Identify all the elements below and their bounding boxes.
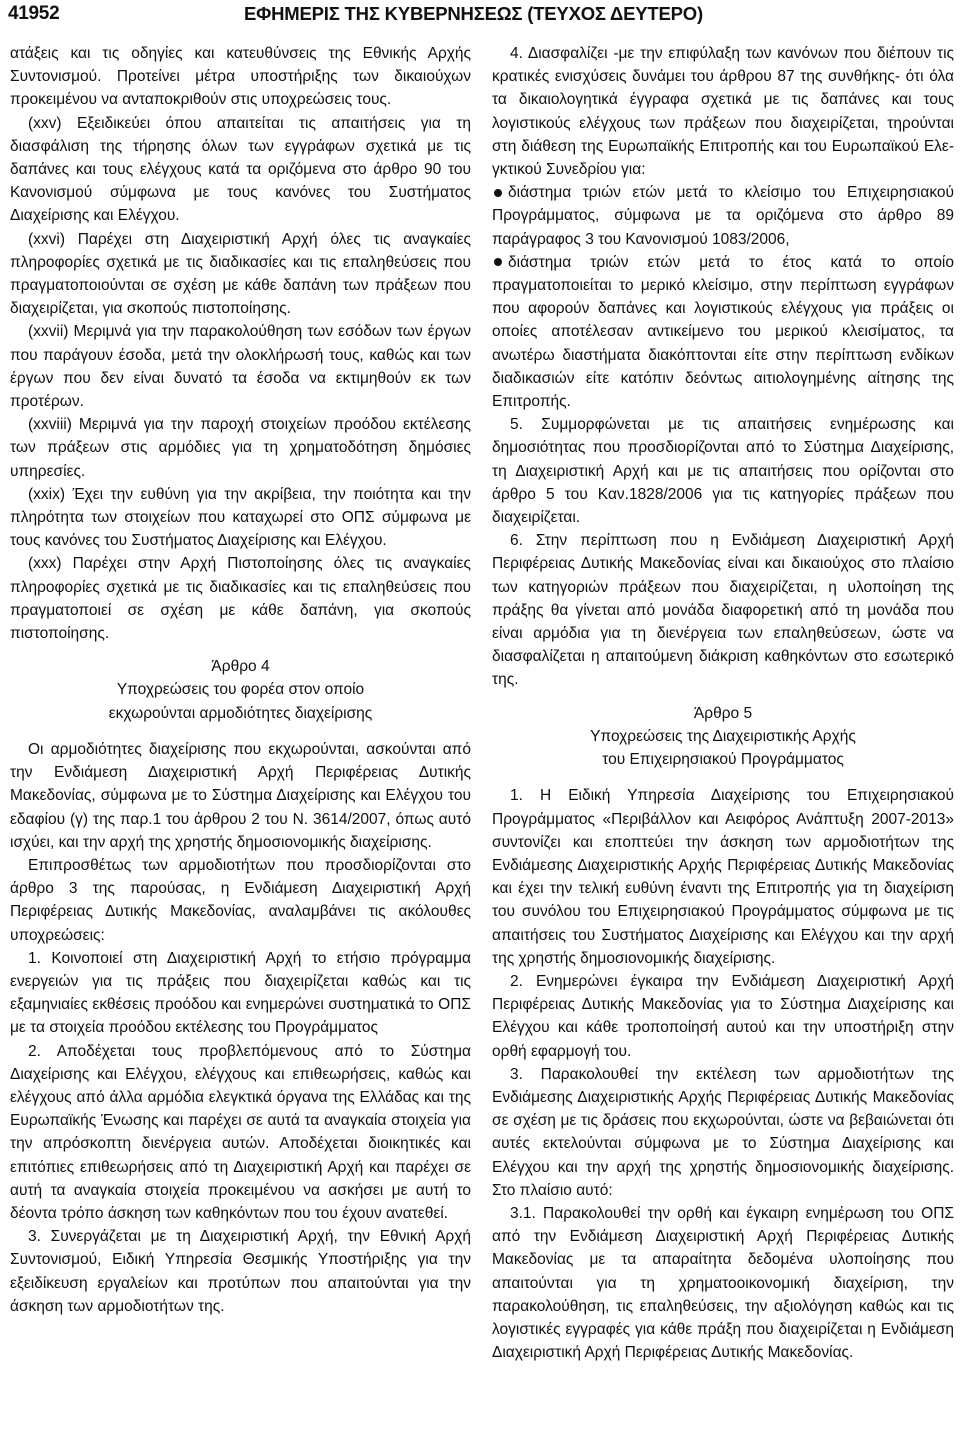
article-4-paragraph-2: Επιπροσθέτως των αρμοδιοτήτων που προσδιορίζονται στο άρθρο 3 της παρούσας, η Ενδιάμεση Διαχειριστική Αρχή Περιφέρειας Δυτικής Μακεδονίας, αναλαμβάνει τις ακόλουθες υποχρεώσεις: <box>10 856 471 944</box>
article-5-subtitle-line2: του Επιχειρησιακού Προγράμματος <box>602 751 844 769</box>
article-5-subtitle-line1: Υποχρεώσεις της Διαχειριστικής Αρχής <box>590 727 856 745</box>
article-4-item-4: 4. Διασφαλίζει -με την επιφύλαξη των κανόνων που διέπουν τις κρατικές ενισχύσεις δυνάμει του άρθρου 87 της συνθήκης- ότι όλα τα δικαιολογητικά έγγραφα σχετικά με τις δαπάνες και τους λογιστικούς ελέγχους των πράξεων που διαχειρίζεται, τηρούνται στη διάθεση της Ευρωπαϊκής Επιτροπής και του Ευρωπαϊκού Ελεγκτικού Συνεδρίου για: <box>492 45 954 179</box>
bullet-dot-icon <box>494 189 502 197</box>
paragraph-continued: ατάξεις και τις οδηγίες και κατευθύνσεις της Εθνικής Αρχής Συντονισμού. Προτείνει μέτρα υποστήριξης των δικαιούχων προκειμένου να ανταποκριθούν στις υποχρεώσεις τους. <box>10 45 471 109</box>
paragraph-xxix: (xxix) Έχει την ευθύνη για την ακρίβεια, την ποιότητα και την πληρότητα των στοιχείων που καταχωρεί στο ΟΠΣ σύμφωνα με τους κανόνες του Συστήματος Διαχείρισης και Ελέγχου. <box>10 485 471 550</box>
bullet-item-1 <box>492 181 954 251</box>
paragraph-xxvi: (xxvi) Παρέχει στη Διαχειριστική Αρχή όλες τις αναγκαίες πληροφορίες σχετικά με τις διαδικασίες και τις επαληθεύσεις που πραγματοποιούνται σε σχέση με κάθε δαπάνη των πράξεων που διαχειρίζεται, για σκοπούς πιστοποίησης. <box>10 230 471 318</box>
article-4-item-2: 2. Αποδέχεται τους προβλεπόμενους από το Σύστημα Διαχείρισης και Ελέγχου, ελέγχους και επιθεωρήσεις, καθώς και ελέγχους από άλλα αρμόδια ελεγκτικά όργανα της Ελλάδας και της Ευρωπαϊκής Ένωσης και παρέχει σε αυτά τα αναγκαία στοιχεία για την απρόσκοπτη διενέργεια αυτών. Αποδέχεται διοικητικές και επιτόπιες επιθεωρήσεις από τη Διαχειριστική Αρχή και παρέχει σε αυτή τα αναγκαία στοιχεία προκειμένου να ασκήσει με αυτή το δέοντα τρόπο άσκηση των καθηκόντων που του έχουν ανατεθεί. <box>10 1042 471 1222</box>
article-4-item-1: 1. Κοινοποιεί στη Διαχειριστική Αρχή το ετήσιο πρόγραμμα ενεργειών για τις πράξεις που διαχειρίζεται καθώς και τις εξαμηνιαίες εκθέσεις προόδου και ενημερώνει συστηματικά το ΟΠΣ με τα στοιχεία προόδου εκτέλεσης του Προγράμματος <box>10 949 471 1037</box>
page-number: 41952 <box>8 3 60 24</box>
article-4-item-5: 5. Συμμορφώνεται με τις απαιτήσεις ενημέρωσης και δημοσιότητας που προσδιορίζονται από το Σύστημα Διαχείρισης, τη Διαχειριστική Αρχή και με τις απαιτήσεις που ορίζονται στο άρθρο 5 του Καν.1828/2006 για τις κατηγορίες πράξεων που διαχειρίζεται. <box>492 416 954 527</box>
article-4-title: Άρθρο 4 <box>211 658 270 676</box>
bullet-item-2 <box>492 251 954 413</box>
article-5-item-3: 3. Παρακολουθεί την εκτέλεση των αρμοδιοτήτων της Ενδιάμεσης Διαχειριστικής Αρχής Περιφέρειας Δυτικής Μακεδονίας σε σχέση με τις δράσεις που εκχωρούνται, ώστε να βεβαιώνεται ότι αυτές εκτελούνται σύμφωνα με το Σύστημα Διαχείρισης και Ελέγχου και την αρχή της χρηστής δημοσιονομικής διαχείρισης. Στο πλαίσιο αυτό: <box>492 1065 954 1199</box>
left-column <box>10 42 471 1318</box>
article-5-item-1: 1. Η Ειδική Υπηρεσία Διαχείρισης του Επιχειρησιακού Προγράμματος «Περιβάλλον και Αειφόρος Ανάπτυξη 2007-2013» συντονίζει και εποπτεύει την άσκηση των αρμοδιοτήτων της Ενδιάμεσης Διαχειριστικής Αρχής Περιφέρειας Δυτικής Μακεδονίας και έχει την τελική ευθύνη έναντι της Επιτροπής για τη διαχείριση του συνόλου του Επιχειρησιακού Προγράμματος σύμφωνα με τις απαιτήσεις του Συστήματος Διαχείρισης και Ελέγχου και την αρχή της χρηστής δημοσιονομικής διαχείρισης. <box>492 787 954 967</box>
article-5-title: Άρθρο 5 <box>693 704 753 722</box>
article-5-heading <box>492 702 954 772</box>
article-5-item-2: 2. Ενημερώνει έγκαιρα την Ενδιάμεση Διαχειριστική Αρχή Περιφέρειας Δυτικής Μακεδονίας για το Σύστημα Διαχείρισης και Ελέγχου και κάθε τροποποίησή αυτού και την υποστήριξη στην ορθή εφαρμογή του. <box>492 972 954 1060</box>
bullet-text-2: διάστημα τριών ετών μετά το έτος κατά το οποίο πραγματοποιείται το μερικό κλείσιμο, στην περίπτωση εγγράφων που αφορούν δαπάνες και λογιστικούς ελέγχους για πράξεις οι οποίες αποτέλεσαν αντικείμενο του μερικού κλεισίματος, τα ανωτέρω διαστήματα διακόπτονται είτε στην περίπτωση ενδίκων διαδικασιών είτε κατόπιν δεόντως αιτιολογημένης αίτησης της Επιτροπής. <box>492 253 954 411</box>
paragraph-xxvii: (xxvii) Μεριμνά για την παρακολούθηση των εσόδων των έργων που παράγουν έσοδα, μετά την ολοκλήρωσή τους, καθώς και των έργων που δεν είναι δυνατό τα έσοδα να εκτιμηθούν εκ των προτέρων. <box>10 323 471 411</box>
page-header <box>0 0 960 30</box>
bullet-dot-icon <box>494 258 502 266</box>
paragraph-xxviii: (xxviii) Μεριμνά για την παροχή στοιχείων προόδου εκτέλεσης των πράξεων στις αρμόδιες για τη χρηματοδότηση δημόσιες υπηρεσίες. <box>10 416 471 480</box>
article-4-heading <box>10 655 471 725</box>
article-4-item-6: 6. Στην περίπτωση που η Ενδιάμεση Διαχειριστική Αρχή Περιφέρειας Δυτικής Μακεδονίας είναι και δικαιούχος στο πλαίσιο των κατηγοριών πράξεων που διαχειρίζεται, η υλοποίηση της πράξης θα γίνεται από μονάδα διαφορετική από τη μονάδα που είναι αρμόδια για τη διενέργεια των επαληθεύσεων, ώστε να διασφαλίζεται η απαιτούμενη διάκριση καθηκόντων στο εσωτερικό της. <box>492 532 954 689</box>
paragraph-xxv: (xxv) Εξειδικεύει όπου απαιτείται τις απαιτήσεις για τη διασφάλιση της τήρησης όλων των εγγράφων σχετικά με τις δαπάνες και τους ελέγχους κατά τα οριζόμενα στο άρθρο 90 του Κανονισμού σύμφωνα με τους κανόνες του Συστήματος Διαχείρισης και Ελέγχου. <box>10 114 471 225</box>
gazette-title: ΕΦΗΜΕΡΙΣ ΤΗΣ ΚΥΒΕΡΝΗΣΕΩΣ (ΤΕΥΧΟΣ ΔΕΥΤΕΡΟ) <box>244 3 703 24</box>
article-4-subtitle-line2: εκχωρούνται αρμοδιότητες διαχείρισης <box>108 704 373 722</box>
article-4-paragraph-1: Οι αρμοδιότητες διαχείρισης που εκχωρούνται, ασκούνται από την Ενδιάμεση Διαχειριστική Αρχή Περιφέρειας Δυτικής Μακεδονίας, σύμφωνα με το Σύστημα Διαχείρισης και Ελέγχου του εδαφίου (γ) της παρ.1 του άρθρου 2 του Ν. 3614/2007, όπως αυτό ισχύει, και την αρχή της χρηστής δημοσιονομικής διαχείρισης. <box>10 740 471 851</box>
bullet-text-1: διάστημα τριών ετών μετά το κλείσιμο του Επιχειρησιακού Προγράμματος, σύμφωνα με τα οριζόμενα στο άρθρο 89 παράγραφος 3 του Κανονισμού 1083/2006, <box>492 184 954 248</box>
article-4-item-3: 3. Συνεργάζεται με τη Διαχειριστική Αρχή, την Εθνική Αρχή Συντονισμού, Ειδική Υπηρεσία Θεσμικής Υποστήριξης για την εξειδίκευση εργαλείων και προτύπων που απαιτούνται για την άσκηση των αρμοδιοτήτων της. <box>10 1228 471 1315</box>
article-5-item-3-1: 3.1. Παρακολουθεί την ορθή και έγκαιρη ενημέρωση του ΟΠΣ από την Ενδιάμεση Διαχειριστική Αρχή Περιφέρειας Δυτικής Μακεδονίας με τα απαραίτητα δεδομένα υλοποίησης που απαιτούνται για τη χρηματοοικονομική διαχείριση, την παρακολούθηση, τις επαληθεύσεις, την αξιολόγηση καθώς και τις λογιστικές εγγραφές για κάθε πράξη που διαχειρίζεται η Ενδιάμεση Διαχειριστική Αρχή Περιφέρειας Δυτικής Μακεδονίας. <box>492 1204 954 1362</box>
article-4-subtitle-line1: Υποχρεώσεις του φορέα στον οποίο <box>116 681 365 699</box>
paragraph-xxx: (xxx) Παρέχει στην Αρχή Πιστοποίησης όλες τις αναγκαίες πληροφορίες σχετικά με τις διαδικασίες και τις επαληθεύσεις που πραγματοποιεί σε σχέση με κάθε δαπάνη, για σκοπούς πιστοποίησης. <box>10 555 471 643</box>
right-column <box>492 42 954 1364</box>
